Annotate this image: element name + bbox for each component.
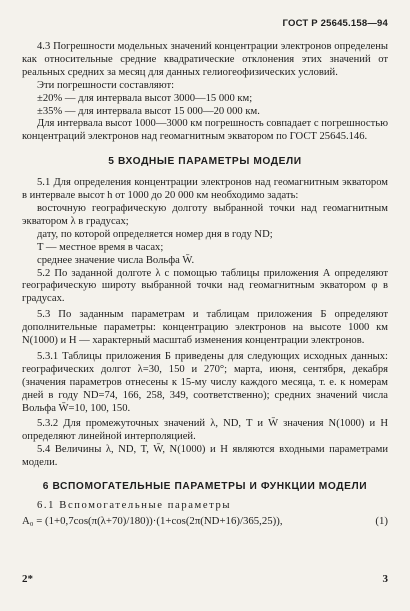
formula-number: (1) [375,514,388,527]
error-range-2: ±35% — для интервала высот 15 000—20 000 км. [37,105,260,117]
paragraph-5-3-2: 5.3.2 Для промежуточных значений λ, ND, T и W̄ значения N(1000) и H определяют линейной интерполяцией. [22,418,388,443]
page-body [22,41,388,528]
signature-mark: 2* [22,573,33,585]
page-number: 3 [382,573,388,585]
paragraph-5-1: 5.1 Для определения концентрации электронов над геомагнитным экватором в интервале высот h от 1000 до 20 000 км необходимо задать: [22,177,388,202]
section-5-title: 5 ВХОДНЫЕ ПАРАМЕТРЫ МОДЕЛИ [108,156,302,168]
errors-intro: Эти погрешности составляют: [37,79,175,91]
paragraph-6-1: 6.1 Вспомогательные параметры [37,500,232,511]
input-wolf-number: среднее значение числа Вольфа W̄. [37,254,195,266]
page-footer [22,573,388,585]
paragraph-5-3: 5.3 По заданным параметрам и таблицам приложения Б определяют дополнительные параметры: концентрацию электронов на высоте 1000 км N(1000) и H — характерный масштаб изменения концентрации электронов. [22,309,388,347]
section-6-title: 6 ВСПОМОГАТЕЛЬНЫЕ ПАРАМЕТРЫ И ФУНКЦИИ МОДЕЛИ [42,481,368,493]
error-range-1: ±20% — для интервала высот 3000—15 000 км; [37,92,253,104]
paragraph-5-2: 5.2 По заданной долготе λ с помощью таблицы приложения А определяют географическую широту выбранной точки над геомагнитным экватором φ в градусах. [22,267,388,305]
paragraph-4-3: 4.3 Погрешности модельных значений концентрации электронов определены как относительные средние квадратические отклонения этих значений от реальных средних за месяц для данных гелиогеофизических условий. [22,41,388,78]
running-header: ГОСТ Р 25645.158—94 [282,18,388,29]
formula-expression: A₀ = (1+0,7cos(π(λ+70)/180))·(1+cos(2π(ND+16)/365,25)), [22,514,283,527]
input-date: дату, по которой определяется номер дня в году ND; [37,228,273,240]
formula-1 [22,515,388,528]
input-local-time: T — местное время в часах; [37,241,164,253]
paragraph-5-4: 5.4 Величины λ, ND, T, W̄, N(1000) и H являются входными параметрами модели. [22,444,388,469]
paragraph-5-3-1: 5.3.1 Таблицы приложения Б приведены для следующих исходных данных: географических долгот λ=30, 150 и 270°; марта, июня, сентября, декабря (значения параметров отнесены к 15-му числу каждого месяца, т. е. к номерам дней в году ND=74, 166, 258, 349, соответственно); средних значений числа Вольфа W̄=10, 100, 150. [22,350,388,414]
error-low-altitude: Для интервала высот 1000—3000 км погрешность совпадает с погрешностью концентраций электронов над геомагнитным экватором по ГОСТ 25645.146. [22,118,388,143]
input-longitude: восточную географическую долготу выбранной точки над геомагнитным экватором λ в градусах; [22,202,388,227]
